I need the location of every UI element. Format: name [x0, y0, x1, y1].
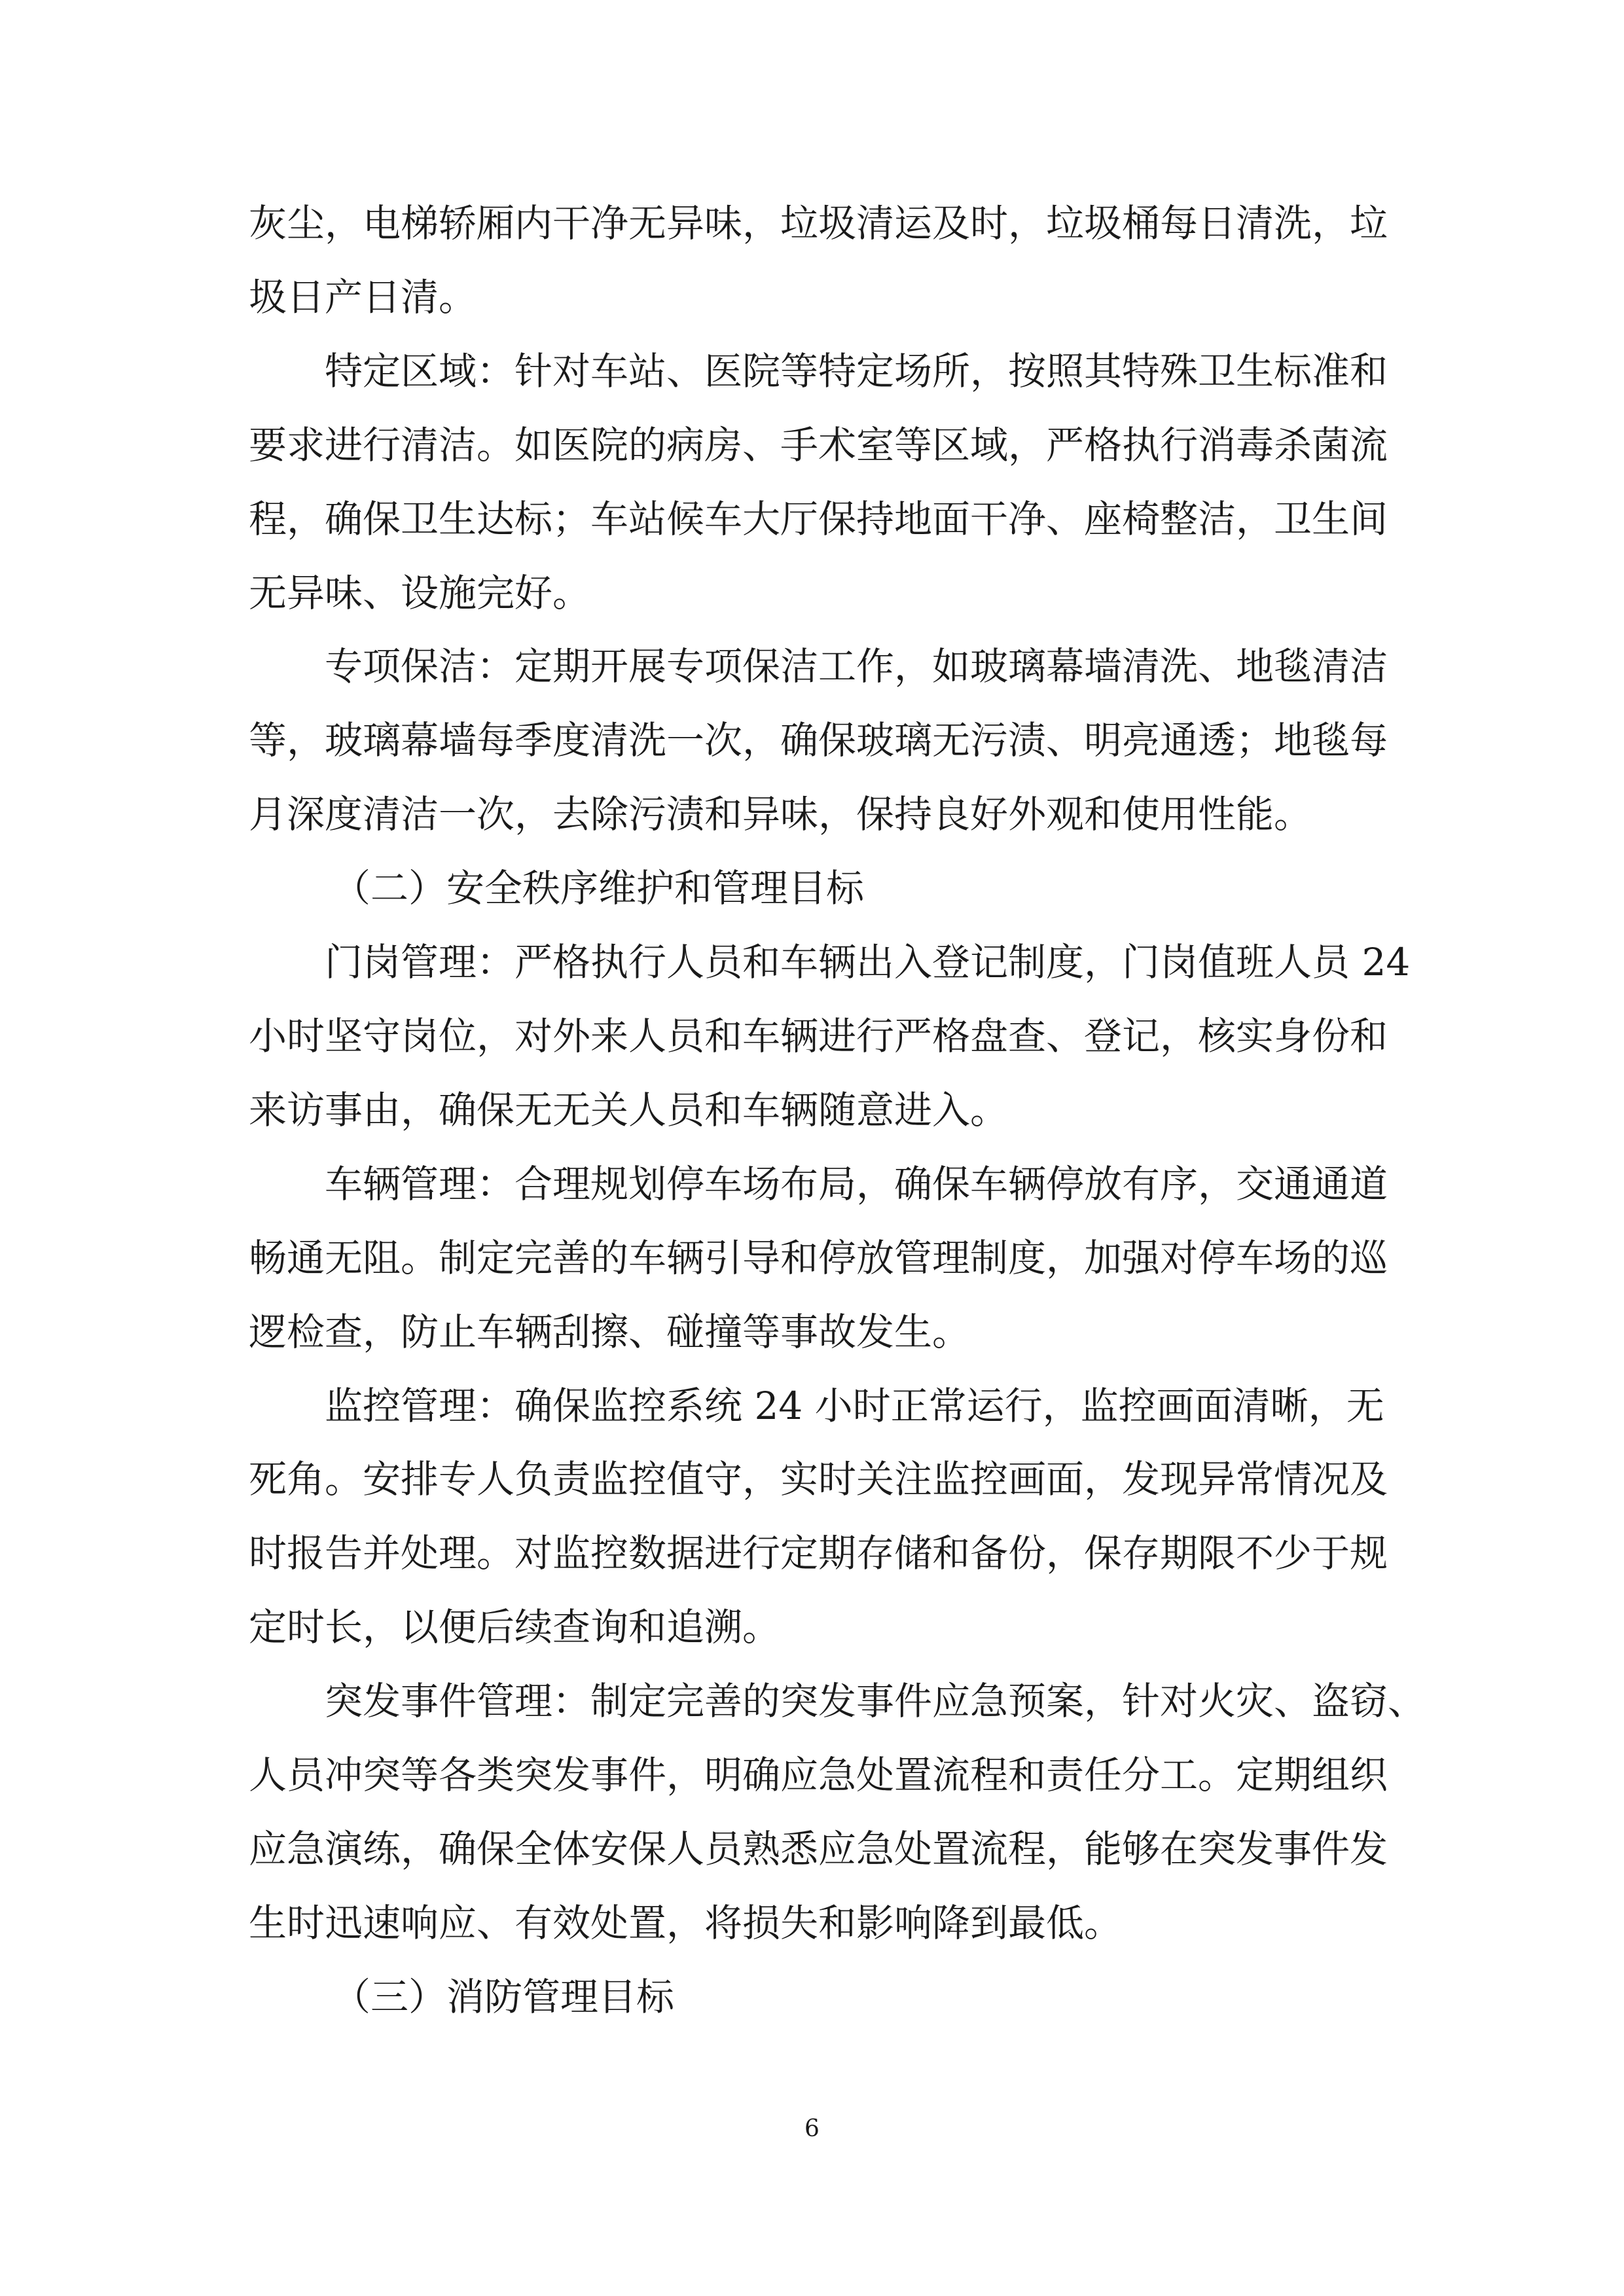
paragraph-line: 来访事由，确保无无关人员和车辆随意进入。: [249, 1087, 1009, 1132]
paragraph-line: 时报告并处理。对监控数据进行定期存储和备份，保存期限不少于规: [249, 1531, 1388, 1576]
paragraph-line: 灰尘，电梯轿厢内干净无异味，垃圾清运及时，垃圾桶每日清洗，垃: [249, 201, 1388, 245]
paragraph-line: 生时迅速响应、有效处置，将损失和影响降到最低。: [249, 1900, 1123, 1945]
page-body: [249, 187, 1426, 2034]
paragraph-line: 小时坚守岗位，对外来人员和车辆进行严格盘查、登记，核实身份和: [249, 1013, 1388, 1058]
paragraph-line: 专项保洁：定期开展专项保洁工作，如玻璃幕墙清洗、地毯清洁: [325, 644, 1388, 689]
paragraph-line: 逻检查，防止车辆刮擦、碰撞等事故发生。: [249, 1309, 971, 1354]
paragraph-line: 月深度清洁一次，去除污渍和异味，保持良好外观和使用性能。: [249, 792, 1312, 837]
paragraph-line: 突发事件管理：制定完善的突发事件应急预案，针对火灾、盗窃、: [325, 1679, 1426, 1724]
paragraph-line: 等，玻璃幕墙每季度清洗一次，确保玻璃无污渍、明亮通透；地毯每: [249, 718, 1388, 763]
page-number: 6: [804, 2115, 820, 2142]
paragraph-line: 应急演练，确保全体安保人员熟悉应急处置流程，能够在突发事件发: [249, 1826, 1388, 1871]
paragraph-line: 定时长，以便后续查询和追溯。: [249, 1605, 781, 1650]
paragraph-line: 门岗管理：严格执行人员和车辆出入登记制度，门岗值班人员 24: [325, 940, 1411, 985]
paragraph-line: 要求进行清洁。如医院的病房、手术室等区域，严格执行消毒杀菌流: [249, 422, 1388, 467]
paragraph-line: 程，确保卫生达标；车站候车大厅保持地面干净、座椅整洁，卫生间: [249, 496, 1388, 541]
paragraph-line: 特定区域：针对车站、医院等特定场所，按照其特殊卫生标准和: [325, 348, 1388, 393]
section-heading: （三）消防管理目标: [333, 1974, 675, 2019]
section-heading: （二）安全秩序维护和管理目标: [333, 866, 865, 911]
paragraph-line: 车辆管理：合理规划停车场布局，确保车辆停放有序，交通通道: [325, 1161, 1388, 1206]
paragraph-line: 监控管理：确保监控系统 24 小时正常运行，监控画面清晰，无: [325, 1383, 1384, 1428]
paragraph-line: 圾日产日清。: [249, 274, 477, 319]
paragraph-line: 畅通无阻。制定完善的车辆引导和停放管理制度，加强对停车场的巡: [249, 1235, 1388, 1280]
paragraph-line: 人员冲突等各类突发事件，明确应急处置流程和责任分工。定期组织: [249, 1753, 1388, 1798]
paragraph-line: 死角。安排专人负责监控值守，实时关注监控画面，发现异常情况及: [249, 1457, 1388, 1502]
paragraph-line: 无异味、设施完好。: [249, 570, 591, 615]
